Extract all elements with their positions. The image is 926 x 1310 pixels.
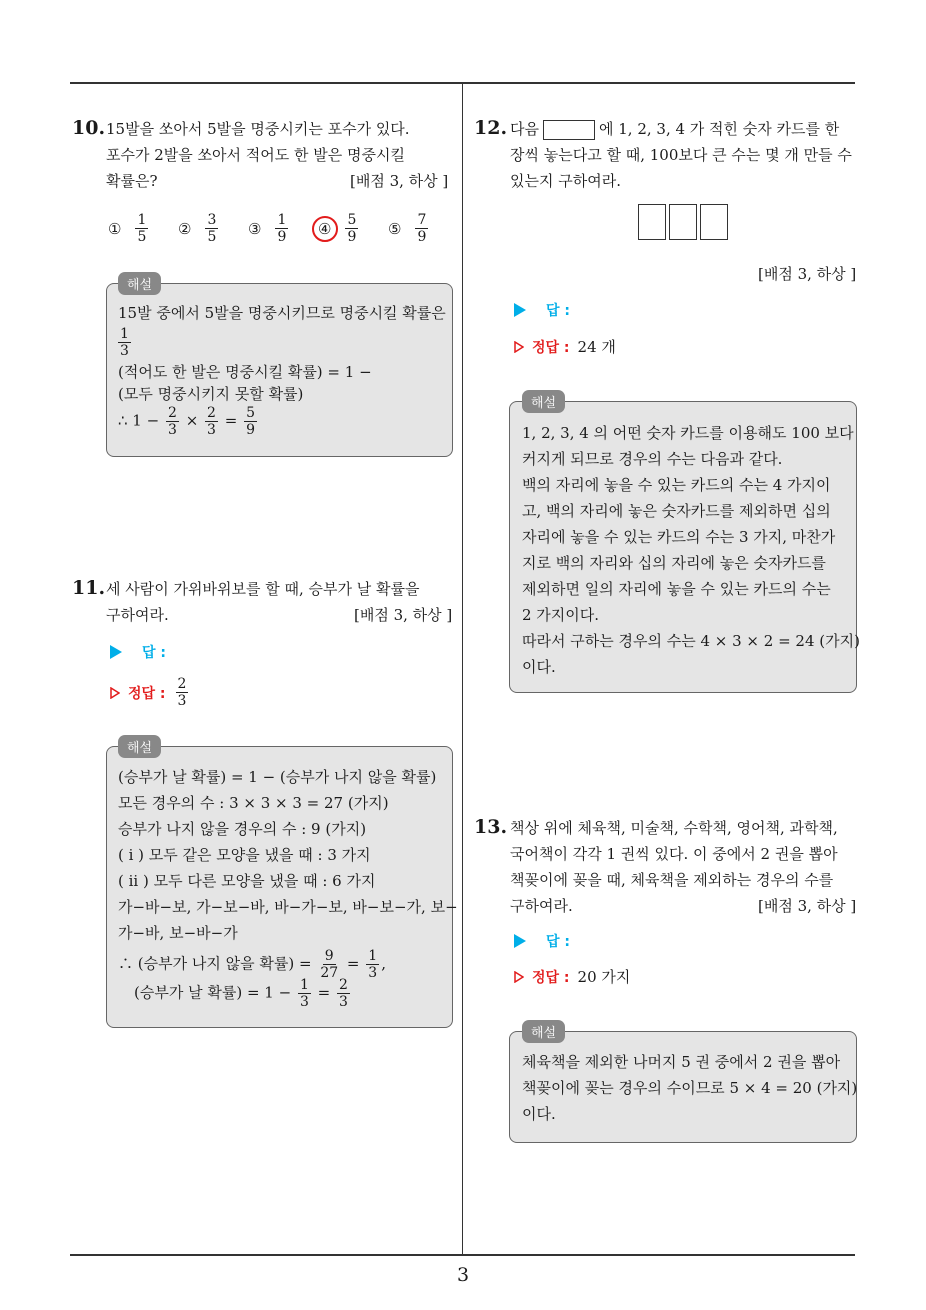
question-text: 구하여라. — [510, 897, 573, 915]
answer-input-row[interactable]: 답 : — [110, 642, 166, 662]
fraction: $\frac{1}{3}$ — [120, 326, 129, 359]
question-number: 10. — [72, 117, 106, 139]
play-icon — [514, 303, 526, 317]
question-text: 구하여라. — [106, 606, 169, 624]
question-text: 책꽂이에 꽂을 때, 체육책을 제외하는 경우의 수를 — [510, 871, 834, 889]
selected-circle-mark — [312, 216, 338, 242]
explanation-body: 체육책을 제외한 나머지 5 권 중에서 2 권을 뽑아 책꽂이에 꽂는 경우의 수이므로 5 × 4 = 20 (가지) 이다. — [522, 1053, 858, 1123]
explanation-tag: 해설 — [118, 272, 161, 295]
play-icon — [110, 645, 122, 659]
choice-1[interactable]: ① $\frac{1}{5}$ — [108, 212, 147, 245]
question-text: 책상 위에 체육책, 미술책, 수학책, 영어책, 과학책, — [510, 819, 838, 837]
choice-2[interactable]: ② $\frac{3}{5}$ — [178, 212, 217, 245]
explanation-body: (승부가 날 확률) = 1 − (승부가 나지 않을 확률) 모든 경우의 수 : 3 × 3 × 3 = 27 (가지) 승부가 나지 않을 경우의 수 : 9 (가지) ( i ) 모두 같은 모양을 냈을 때 : 3 가지 ( ii ) 모두 다른 모양을 냈을 때 : 6 가지 가−바−보, 가−보−바, 바−가−보, 바−보−가, 보− 가−바, 보−바−가 ∴ (승부가 나지 않을 확률) = $\frac{9}{27}$ = $\frac{1}{3}$ , (승부가 날 확률) = 1 − $\frac{1}{3}$ = $\frac{2}{3}$ — [118, 768, 458, 1010]
score-meta: [배점 3, 하상 ] — [350, 172, 449, 190]
explanation-body: 15발 중에서 5발을 명중시키므로 명중시킬 확률은 $\frac{1}{3}$ (적어도 한 발은 명중시킬 확률) = 1 − (모두 명중시키지 못할 확률) ∴ 1 − $\frac{2}{3}$ × $\frac{2}{3}$ = $\frac{5}{9}$ — [118, 304, 446, 438]
play-icon — [514, 934, 526, 948]
triangle-outline-icon — [110, 687, 120, 699]
question-text: 포수가 2발을 쏘아서 적어도 한 발은 명중시킬 — [106, 146, 405, 164]
explanation-tag: 해설 — [522, 1020, 565, 1043]
score-meta: [배점 3, 하상 ] — [354, 606, 453, 624]
digit-card-slot — [669, 204, 697, 240]
choice-4[interactable]: ④ $\frac{5}{9}$ — [318, 212, 360, 245]
digit-card-slot — [638, 204, 666, 240]
triangle-outline-icon — [514, 341, 524, 353]
answer-input-row[interactable]: 답 : — [514, 931, 570, 951]
question-text: 있는지 구하여라. — [510, 172, 621, 190]
column-divider — [462, 83, 463, 1255]
correct-answer-row: 정답 : 24 개 — [514, 336, 616, 357]
explanation-tag: 해설 — [118, 735, 161, 758]
bottom-rule — [70, 1254, 855, 1256]
question-number: 12. — [474, 117, 508, 139]
answer-input-row[interactable]: 답 : — [514, 300, 570, 320]
question-text: 장씩 놓는다고 할 때, 100보다 큰 수는 몇 개 만들 수 — [510, 146, 852, 164]
triangle-outline-icon — [514, 971, 524, 983]
question-text: 국어책이 각각 1 권씩 있다. 이 중에서 2 권을 뽑아 — [510, 845, 838, 863]
question-text: 세 사람이 가위바위보를 할 때, 승부가 날 확률을 — [106, 580, 420, 598]
page-number: 3 — [456, 1264, 470, 1286]
question-text: 15발을 쏘아서 5발을 명중시키는 포수가 있다. — [106, 120, 410, 138]
answer-choices — [108, 212, 448, 252]
blank-box — [543, 120, 595, 140]
explanation-tag: 해설 — [522, 390, 565, 413]
score-meta: [배점 3, 하상 ] — [758, 265, 857, 283]
explanation-body: 1, 2, 3, 4 의 어떤 숫자 카드를 이용해도 100 보다 커지게 되므로 경우의 수는 다음과 같다. 백의 자리에 놓을 수 있는 카드의 수는 4 가지이 고, 백의 자리에 놓은 숫자카드를 제외하면 십의 자리에 놓을 수 있는 카드의 수는 3 가지, 마찬가 지로 백의 자리와 십의 자리에 놓은 숫자카드를 제외하면 일의 자리에 놓을 수 있는 카드의 수는 2 가지이다. 따라서 구하는 경우의 수는 4 × 3 × 2 = 24 (가지) 이다. — [522, 424, 860, 676]
choice-3[interactable]: ③ $\frac{1}{9}$ — [248, 212, 287, 245]
question-text: 확률은? — [106, 172, 158, 190]
question-number: 11. — [72, 577, 106, 599]
score-meta: [배점 3, 하상 ] — [758, 897, 857, 915]
question-number: 13. — [474, 816, 508, 838]
digit-card-slot — [700, 204, 728, 240]
choice-5[interactable]: ⑤ $\frac{7}{9}$ — [388, 212, 427, 245]
correct-answer-row: 정답 : $\frac{2}{3}$ — [110, 676, 190, 709]
correct-answer-row: 정답 : 20 가지 — [514, 966, 630, 987]
question-text: 다음 에 1, 2, 3, 4 가 적힌 숫자 카드를 한 — [510, 120, 840, 138]
